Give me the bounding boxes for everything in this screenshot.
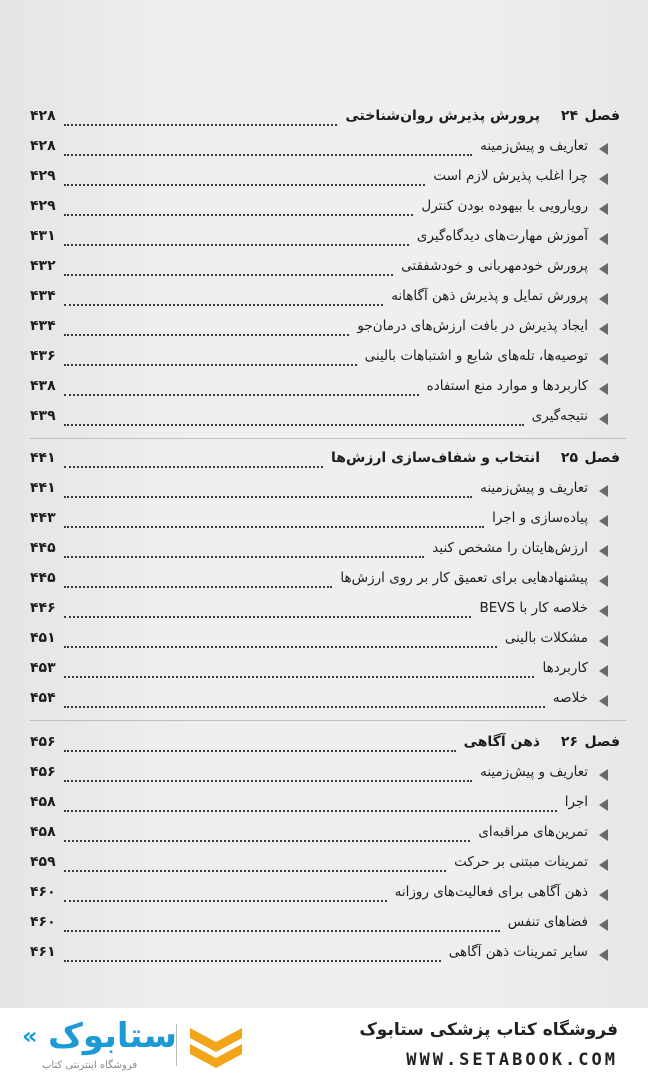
dot-leader xyxy=(64,662,534,678)
toc-entry[interactable] xyxy=(0,820,648,850)
triangle-bullet-icon xyxy=(599,485,608,497)
toc-entry[interactable] xyxy=(0,134,648,164)
entry-title: نتیجه‌گیری xyxy=(531,408,588,424)
logo-subtitle: فروشگاه اینترنتی کتاب xyxy=(42,1060,138,1071)
chapter-number: ۲۶ xyxy=(560,734,578,750)
triangle-bullet-icon xyxy=(599,605,608,617)
toc-entry[interactable] xyxy=(0,626,648,656)
triangle-bullet-icon xyxy=(599,799,608,811)
toc-entry[interactable] xyxy=(0,596,648,626)
entry-title: کاربردها xyxy=(542,660,588,676)
entry-title: تعاریف و پیش‌زمینه xyxy=(480,764,588,780)
page-number: ۴۲۸ xyxy=(30,138,56,154)
entry-title: آموزش مهارت‌های دیدگاه‌گیری xyxy=(416,228,588,244)
triangle-bullet-icon xyxy=(599,233,608,245)
dot-leader xyxy=(64,290,383,306)
page-number: ۴۳۱ xyxy=(30,228,56,244)
page-number: ۴۴۱ xyxy=(30,450,56,466)
page-number: ۴۳۴ xyxy=(30,318,56,334)
entry-title: خلاصه xyxy=(552,690,588,706)
triangle-bullet-icon xyxy=(599,323,608,335)
entry-title: پرورش تمایل و پذیرش ذهن آگاهانه xyxy=(391,288,588,304)
toc-entry[interactable] xyxy=(0,566,648,596)
triangle-bullet-icon xyxy=(599,143,608,155)
toc-entry[interactable] xyxy=(0,910,648,940)
toc-entry[interactable] xyxy=(0,254,648,284)
entry-title: پیاده‌سازی و اجرا xyxy=(492,510,588,526)
page-number: ۴۳۹ xyxy=(30,408,56,424)
toc-entry[interactable] xyxy=(0,686,648,716)
entry-title: ارزش‌هایتان را مشخص کنید xyxy=(432,540,588,556)
dot-leader xyxy=(64,916,500,932)
entry-title: پرورش خودمهربانی و خودشفقتی xyxy=(401,258,588,274)
page-number: ۴۳۲ xyxy=(30,258,56,274)
page-number: ۴۳۴ xyxy=(30,288,56,304)
entry-title: تعاریف و پیش‌زمینه xyxy=(480,480,588,496)
chapter-number: ۲۴ xyxy=(560,108,578,124)
toc-entry[interactable] xyxy=(0,760,648,790)
chapter-heading[interactable] xyxy=(0,446,648,476)
entry-title: تعاریف و پیش‌زمینه xyxy=(480,138,588,154)
entry-title: فضاهای تنفس xyxy=(507,914,588,930)
triangle-bullet-icon xyxy=(599,173,608,185)
toc-entry[interactable] xyxy=(0,790,648,820)
triangle-bullet-icon xyxy=(599,413,608,425)
toc-entry[interactable] xyxy=(0,314,648,344)
page-number: ۴۲۹ xyxy=(30,198,56,214)
page-number: ۴۶۰ xyxy=(30,884,56,900)
entry-title: خلاصه کار با BEVS xyxy=(479,600,588,616)
toc-entry[interactable] xyxy=(0,194,648,224)
entry-title: توصیه‌ها، تله‌های شایع و اشتباهات بالینی xyxy=(364,348,588,364)
dot-leader xyxy=(64,796,557,812)
triangle-bullet-icon xyxy=(599,889,608,901)
page-number: ۴۴۵ xyxy=(30,540,56,556)
dot-leader xyxy=(64,946,441,962)
dot-leader xyxy=(64,350,357,366)
dot-leader xyxy=(64,542,424,558)
toc-entry[interactable] xyxy=(0,656,648,686)
dot-leader xyxy=(64,826,470,842)
entry-title: تمرین‌های مراقبه‌ای xyxy=(478,824,588,840)
store-name: فروشگاه کتاب پزشکی ستابوک xyxy=(359,1020,618,1040)
chapter-label: فصل xyxy=(584,450,620,466)
dot-leader xyxy=(64,140,472,156)
triangle-bullet-icon xyxy=(599,263,608,275)
store-url[interactable]: WWW.SETABOOK.COM xyxy=(406,1050,618,1070)
toc-entry[interactable] xyxy=(0,404,648,434)
entry-title: ذهن آگاهی برای فعالیت‌های روزانه xyxy=(394,884,588,900)
toc-entry[interactable] xyxy=(0,374,648,404)
chapter-label: فصل xyxy=(584,108,620,124)
page-number: ۴۵۶ xyxy=(30,764,56,780)
dot-leader xyxy=(64,110,337,126)
toc-entry[interactable] xyxy=(0,224,648,254)
toc-entry[interactable] xyxy=(0,850,648,880)
page-number: ۴۵۸ xyxy=(30,824,56,840)
triangle-bullet-icon xyxy=(599,203,608,215)
triangle-bullet-icon xyxy=(599,293,608,305)
triangle-bullet-icon xyxy=(599,829,608,841)
chapter-number: ۲۵ xyxy=(560,450,578,466)
entry-title: چرا اغلب پذیرش لازم است xyxy=(433,168,588,184)
page-number: ۴۴۱ xyxy=(30,480,56,496)
triangle-bullet-icon xyxy=(599,575,608,587)
dot-leader xyxy=(64,856,446,872)
dot-leader xyxy=(64,410,524,426)
entry-title: مشکلات بالینی xyxy=(504,630,588,646)
triangle-bullet-icon xyxy=(599,949,608,961)
toc-entry[interactable] xyxy=(0,164,648,194)
dot-leader xyxy=(64,766,472,782)
chapter-24 xyxy=(0,104,648,434)
chapter-title: انتخاب و شفاف‌سازی ارزش‌ها xyxy=(331,450,540,466)
store-footer xyxy=(0,1008,648,1080)
chapter-divider xyxy=(30,720,626,721)
dot-leader xyxy=(64,482,472,498)
dot-leader xyxy=(64,602,471,618)
page-number: ۴۵۳ xyxy=(30,660,56,676)
triangle-bullet-icon xyxy=(599,665,608,677)
page-number: ۴۲۹ xyxy=(30,168,56,184)
logo-text: ستابوک xyxy=(48,1016,177,1056)
entry-title: تمرینات مبتنی بر حرکت xyxy=(454,854,588,870)
page-number: ۴۵۶ xyxy=(30,734,56,750)
dot-leader xyxy=(64,320,349,336)
page-number: ۴۳۶ xyxy=(30,348,56,364)
toc-entry[interactable] xyxy=(0,940,648,970)
toc-entry[interactable] xyxy=(0,536,648,566)
dot-leader xyxy=(64,170,425,186)
chapter-title: پرورش پذیرش روان‌شناختی xyxy=(345,108,540,124)
triangle-bullet-icon xyxy=(599,515,608,527)
toc-entry[interactable] xyxy=(0,344,648,374)
dot-leader xyxy=(64,736,456,752)
page-number: ۴۶۰ xyxy=(30,914,56,930)
triangle-bullet-icon xyxy=(599,769,608,781)
page-number: ۴۵۴ xyxy=(30,690,56,706)
dot-leader xyxy=(64,632,497,648)
dot-leader xyxy=(64,380,419,396)
chapter-heading[interactable] xyxy=(0,104,648,134)
page-number: ۴۶۱ xyxy=(30,944,56,960)
page-number: ۴۵۸ xyxy=(30,794,56,810)
triangle-bullet-icon xyxy=(599,353,608,365)
chapter-label: فصل xyxy=(584,734,620,750)
double-arrow-icon: « xyxy=(22,1022,38,1050)
triangle-bullet-icon xyxy=(599,383,608,395)
triangle-bullet-icon xyxy=(599,695,608,707)
chapter-divider xyxy=(30,438,626,439)
chapter-26 xyxy=(0,730,648,970)
entry-title: ایجاد پذیرش در بافت ارزش‌های درمان‌جو xyxy=(357,318,588,334)
chevron-logo-icon xyxy=(186,1022,246,1070)
entry-title: پیشنهادهایی برای تعمیق کار بر روی ارزش‌ها xyxy=(340,570,588,586)
dot-leader xyxy=(64,886,387,902)
dot-leader xyxy=(64,512,484,528)
page-number: ۴۴۶ xyxy=(30,600,56,616)
triangle-bullet-icon xyxy=(599,919,608,931)
toc-entry[interactable] xyxy=(0,284,648,314)
page-number: ۴۲۸ xyxy=(30,108,56,124)
toc-entry[interactable] xyxy=(0,880,648,910)
toc-entry[interactable] xyxy=(0,476,648,506)
triangle-bullet-icon xyxy=(599,545,608,557)
chapter-25 xyxy=(0,446,648,716)
entry-title: کاربردها و موارد منع استفاده xyxy=(426,378,588,394)
dot-leader xyxy=(64,200,413,216)
toc-entry[interactable] xyxy=(0,506,648,536)
entry-title: سایر تمرینات ذهن آگاهی xyxy=(448,944,588,960)
triangle-bullet-icon xyxy=(599,859,608,871)
page-number: ۴۵۱ xyxy=(30,630,56,646)
dot-leader xyxy=(64,692,545,708)
dot-leader xyxy=(64,230,409,246)
dot-leader xyxy=(64,452,323,468)
page-number: ۴۳۸ xyxy=(30,378,56,394)
triangle-bullet-icon xyxy=(599,635,608,647)
page-number: ۴۴۳ xyxy=(30,510,56,526)
page-number: ۴۵۹ xyxy=(30,854,56,870)
dot-leader xyxy=(64,260,393,276)
entry-title: اجرا xyxy=(564,794,588,810)
chapter-heading[interactable] xyxy=(0,730,648,760)
dot-leader xyxy=(64,572,332,588)
entry-title: رویارویی با بیهوده بودن کنترل xyxy=(421,198,588,214)
page-number: ۴۴۵ xyxy=(30,570,56,586)
chapter-title: ذهن آگاهی xyxy=(463,734,540,750)
